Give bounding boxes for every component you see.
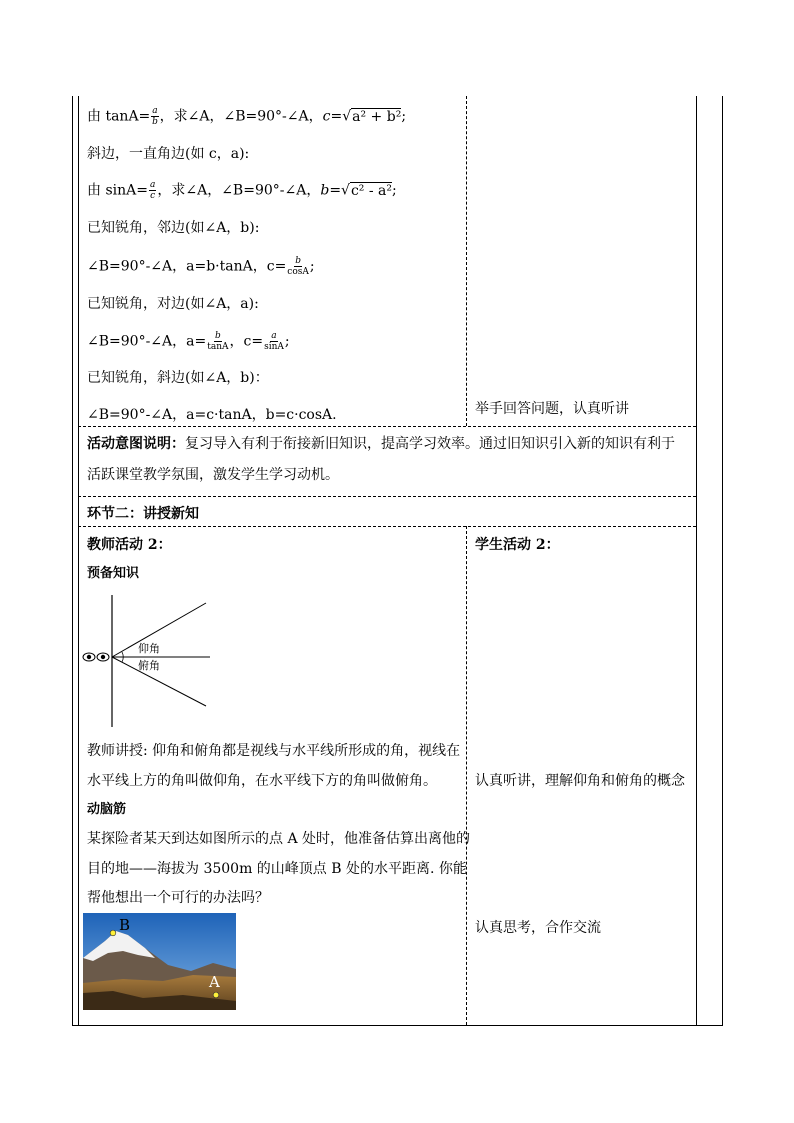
fraction-denominator: sinA: [264, 342, 284, 352]
point-b-label: B: [119, 916, 131, 934]
row-separator-3: [78, 526, 696, 527]
formula-text: ;: [284, 333, 290, 350]
column-divider-top: [466, 96, 467, 426]
problem-line-3: 帮他想出一个可行的办法吗？: [87, 890, 269, 906]
fraction-denominator: tanA: [207, 342, 229, 352]
row-separator-2: [78, 496, 696, 497]
formula-text: =: [329, 182, 342, 199]
hypotenuse-leg-heading: 斜边，一直角边(如 c，a):: [87, 146, 250, 162]
mountain-photo: [83, 913, 236, 1010]
formula-text: ∠B=90°-∠A，a=: [87, 333, 207, 350]
formula-text: ，c=: [229, 333, 264, 350]
table-inner-right-border: [696, 96, 697, 1026]
formula-text: ;: [309, 258, 315, 275]
eyes-icon: [83, 653, 109, 661]
radicand: c² - a²: [350, 182, 393, 199]
student-response-2: 认真听讲，理解仰角和俯角的概念: [475, 773, 685, 789]
radicand: a² + b²: [352, 108, 402, 125]
fraction: [151, 106, 158, 127]
table-bottom-border: [72, 1025, 723, 1026]
problem-line-1: 某探险者某天到达如图所示的点 A 处时，他准备估算出离他的: [87, 831, 471, 847]
formula-line-hypotenuse: ∠B=90°-∠A，a=c·tanA，b=c·cosA.: [87, 407, 337, 423]
column-divider-bottom: [466, 526, 467, 1025]
formula-line-opposite: [87, 331, 290, 352]
formula-text: ，求∠A，∠B=90°-∠A，: [159, 108, 323, 125]
formula-text: 由 tanA=: [87, 108, 151, 125]
fraction-numerator: a: [152, 106, 158, 116]
fraction-numerator: b: [214, 331, 221, 341]
fraction-numerator: a: [149, 180, 156, 190]
point-b-marker: [110, 930, 116, 936]
fraction: [149, 180, 156, 201]
teacher-activity-header: 教师活动 2：: [87, 537, 172, 553]
fraction-numerator: a: [271, 331, 277, 341]
intent-line-2: 活跃课堂教学氛围，激发学生学习动机。: [87, 467, 339, 483]
formula-line-adjacent: [87, 256, 315, 277]
explain-line-2: 水平线上方的角叫做仰角，在水平线下方的角叫做俯角。: [87, 773, 437, 789]
intent-label: 活动意图说明：: [87, 436, 185, 452]
student-response-1: 举手回答问题，认真听讲: [475, 401, 629, 417]
acute-adjacent-heading: 已知锐角，邻边(如∠A，b):: [87, 220, 260, 236]
student-activity-header: 学生活动 2：: [475, 537, 560, 553]
acute-hypotenuse-heading: 已知锐角，斜边(如∠A，b)：: [87, 370, 269, 386]
variable: b: [320, 182, 330, 199]
fraction: [264, 331, 284, 352]
depression-label: 俯角: [138, 659, 160, 672]
variable: c: [322, 108, 331, 125]
section-title: 环节二：讲授新知: [87, 506, 199, 522]
formula-text: ;: [392, 182, 397, 199]
row-separator-1: [78, 426, 696, 427]
intent-text: 复习导入有利于衔接新旧知识，提高学习效率。通过旧知识引入新的知识有利于: [185, 436, 675, 452]
fraction-denominator: b: [152, 117, 158, 127]
fraction-denominator: c: [150, 191, 156, 201]
point-a-label: A: [209, 973, 220, 991]
elevation-label: 仰角: [138, 642, 160, 655]
fraction: [207, 331, 228, 352]
intent-line-1: [87, 434, 675, 454]
fraction-denominator: cosA: [287, 267, 309, 277]
formula-text: ，求∠A，∠B=90°-∠A，: [157, 182, 321, 199]
fraction: [287, 256, 309, 277]
acute-opposite-heading: 已知锐角，对边(如∠A，a):: [87, 296, 259, 312]
formula-text: =: [330, 108, 343, 125]
student-response-3: 认真思考，合作交流: [475, 920, 601, 936]
table-left-border: [72, 96, 73, 1026]
prep-knowledge-title: 预备知识: [87, 566, 140, 581]
point-a-marker: [213, 992, 219, 998]
explain-line-1: 教师讲授: 仰角和俯角都是视线与水平线所形成的角，视线在: [87, 743, 461, 759]
formula-text: ∠B=90°-∠A，a=b·tanA，c=: [87, 258, 287, 275]
brain-teaser-title: 动脑筋: [87, 802, 127, 817]
elevation-depression-diagram: [80, 592, 220, 732]
problem-line-2: 目的地——海拔为 3500m 的山峰顶点 B 处的水平距离. 你能: [87, 861, 467, 877]
table-right-border: [722, 96, 723, 1026]
formula-line-tan: 由 tanA= $\frac{a}{b}$ ，求∠A，∠B=90°-∠A，c=√a² + b²;: [87, 106, 407, 127]
formula-line-sin: 由 sinA= $\frac{a}{c}$ ，求∠A，∠B=90°-∠A，b=√c² - a²;: [87, 180, 397, 201]
fraction-numerator: b: [295, 256, 301, 266]
formula-text: ;: [401, 108, 407, 125]
formula-text: 由 sinA=: [87, 182, 148, 199]
table-inner-left-border: [78, 96, 79, 1026]
